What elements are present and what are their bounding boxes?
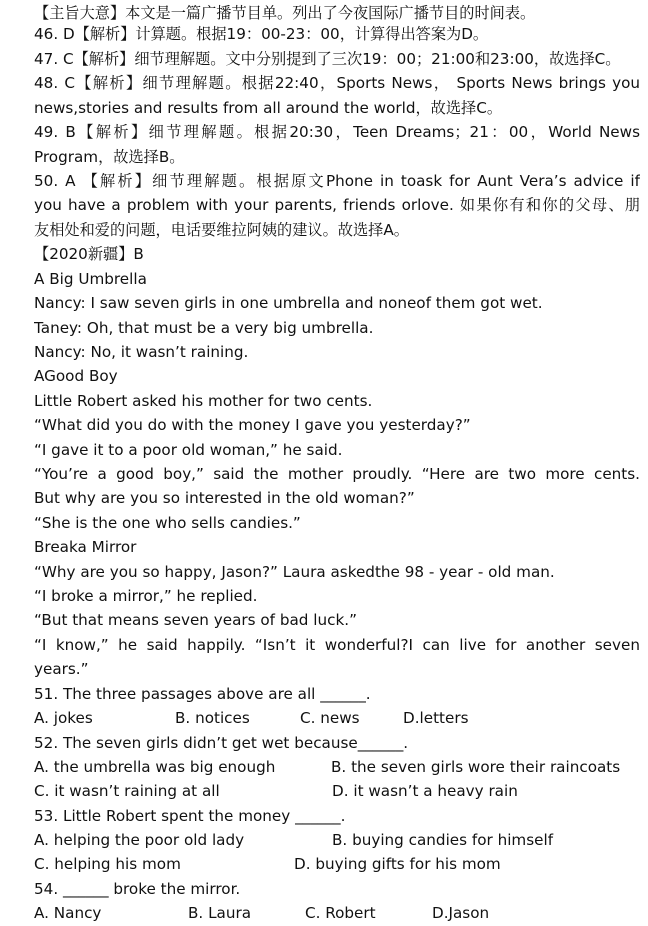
answer-47: 47. C【解析】细节理解题。文中分别提到了三次19：00；21:00和23:00，故选择C。 — [34, 50, 621, 68]
question-53-stem: 53. Little Robert spent the money ______. — [34, 807, 346, 825]
question-52-options-row2 — [34, 779, 640, 803]
answer-50-line3: 友相处和爱的问题，电话要维拉阿姨的建议。故选择A。 — [34, 221, 409, 239]
option-c: C. Robert — [305, 904, 376, 922]
section-heading: 【2020新疆】B — [34, 245, 144, 263]
question-51-stem: 51. The three passages above are all ______. — [34, 685, 371, 703]
option-b: B. the seven girls wore their raincoats — [331, 758, 621, 776]
option-c: C. it wasn’t raining at all — [34, 782, 220, 800]
question-54-stem: 54. ______ broke the mirror. — [34, 880, 241, 898]
answer-48-line1: 48. C【解析】细节理解题。根据22:40，Sports News， Sports News brings you — [34, 74, 640, 92]
question-51-options — [34, 706, 640, 730]
option-d: D.letters — [403, 709, 469, 727]
option-a: A. the umbrella was big enough — [34, 758, 276, 776]
option-c: C. helping his mom — [34, 855, 181, 873]
passage-line: years.” — [34, 660, 89, 678]
answer-49-line2: Program，故选择B。 — [34, 148, 185, 166]
answer-46: 46. D【解析】计算题。根据19：00-23：00，计算得出答案为D。 — [34, 25, 489, 43]
passage-line: “You’re a good boy,” said the mother proudly. “Here are two more cents. — [34, 465, 640, 483]
option-b: B. buying candies for himself — [332, 831, 554, 849]
option-a: A. jokes — [34, 709, 93, 727]
answer-50-line1: 50. A 【解析】细节理解题。根据原文Phone in toask for Aunt Vera’s advice if — [34, 172, 640, 190]
option-b: B. notices — [175, 709, 250, 727]
answer-49-line1: 49. B【解析】细节理解题。根据20:30，Teen Dreams；21：00，World News — [34, 123, 640, 141]
passage-line: “What did you do with the money I gave you yesterday?” — [34, 416, 471, 434]
question-53-options-row1 — [34, 828, 640, 852]
option-c: C. news — [300, 709, 360, 727]
summary-line: 【主旨大意】本文是一篇广播节目单。列出了今夜国际广播节目的时间表。 — [34, 4, 536, 22]
passage-line: But why are you so interested in the old woman?” — [34, 489, 415, 507]
passage-line: Taney: Oh, that must be a very big umbrella. — [34, 319, 374, 337]
passage-title-mirror: Breaka Mirror — [34, 538, 137, 556]
answer-48-line2: news,stories and results from all around the world，故选择C。 — [34, 99, 503, 117]
option-a: A. Nancy — [34, 904, 102, 922]
question-52-options-row1 — [34, 755, 640, 779]
option-d: D. buying gifts for his mom — [294, 855, 501, 873]
option-d: D.Jason — [432, 904, 490, 922]
question-54-options — [34, 901, 640, 925]
passage-line: “I broke a mirror,” he replied. — [34, 587, 258, 605]
option-d: D. it wasn’t a heavy rain — [332, 782, 518, 800]
passage-title-good-boy: AGood Boy — [34, 367, 118, 385]
passage-title-umbrella: A Big Umbrella — [34, 270, 147, 288]
passage-line: Little Robert asked his mother for two cents. — [34, 392, 373, 410]
option-a: A. helping the poor old lady — [34, 831, 245, 849]
option-b: B. Laura — [188, 904, 252, 922]
question-52-stem: 52. The seven girls didn’t get wet because______. — [34, 734, 409, 752]
question-53-options-row2 — [34, 852, 640, 876]
passage-line: “But that means seven years of bad luck.” — [34, 611, 357, 629]
passage-line: Nancy: I saw seven girls in one umbrella and noneof them got wet. — [34, 294, 543, 312]
passage-line: “I gave it to a poor old woman,” he said. — [34, 441, 343, 459]
passage-line: “I know,” he said happily. “Isn’t it wonderful?I can live for another seven — [34, 636, 640, 654]
passage-line: “Why are you so happy, Jason?” Laura askedthe 98 - year - old man. — [34, 563, 555, 581]
passage-line: “She is the one who sells candies.” — [34, 514, 301, 532]
passage-line: Nancy: No, it wasn’t raining. — [34, 343, 249, 361]
answer-50-line2: you have a problem with your parents, friends orlove. 如果你有和你的父母、朋 — [34, 196, 640, 214]
